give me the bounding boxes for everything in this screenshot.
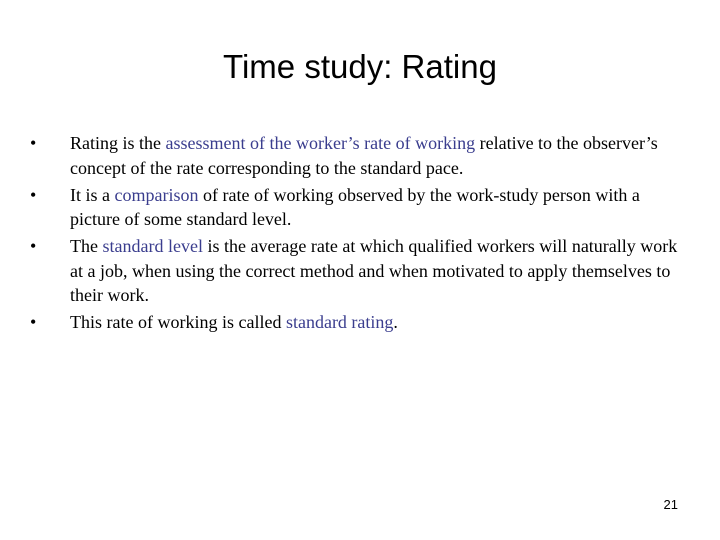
highlighted-term: standard rating — [285, 312, 394, 332]
bullet-dot-icon: • — [30, 133, 37, 153]
bullet-text-segment: . — [393, 312, 398, 332]
bullet-text-segment: It is a — [70, 184, 115, 205]
highlighted-term: standard level — [102, 236, 203, 256]
bullet-text-segment: of rate of working observed by the work-study person with a picture of some standard level. — [70, 184, 640, 229]
slide-title: Time study: Rating — [223, 48, 497, 85]
highlighted-term: assessment of the worker’s rate of working — [165, 133, 476, 153]
bullet-item — [30, 183, 690, 232]
bullet-dot-icon: • — [30, 184, 37, 205]
bullet-text-segment: The — [70, 236, 103, 256]
bullet-item — [30, 234, 690, 308]
bullet-item — [30, 131, 690, 180]
highlighted-term: comparison — [114, 184, 199, 205]
bullet-text-segment: is the average rate at which qualified workers will naturally work at a job, when using the correct method and when motivated to apply themselves to their work. — [70, 236, 678, 305]
bullet-item — [30, 310, 690, 335]
bullet-text-segment: relative to the observer’s concept of the rate corresponding to the standard pace. — [70, 133, 658, 178]
bullet-text-segment: Rating is the — [70, 133, 166, 153]
page-number: 21 — [663, 497, 678, 512]
bullet-dot-icon: • — [30, 236, 37, 256]
bullet-text-segment: This rate of working is called — [70, 312, 286, 332]
bullet-list — [30, 131, 690, 337]
bullet-dot-icon: • — [30, 312, 37, 332]
